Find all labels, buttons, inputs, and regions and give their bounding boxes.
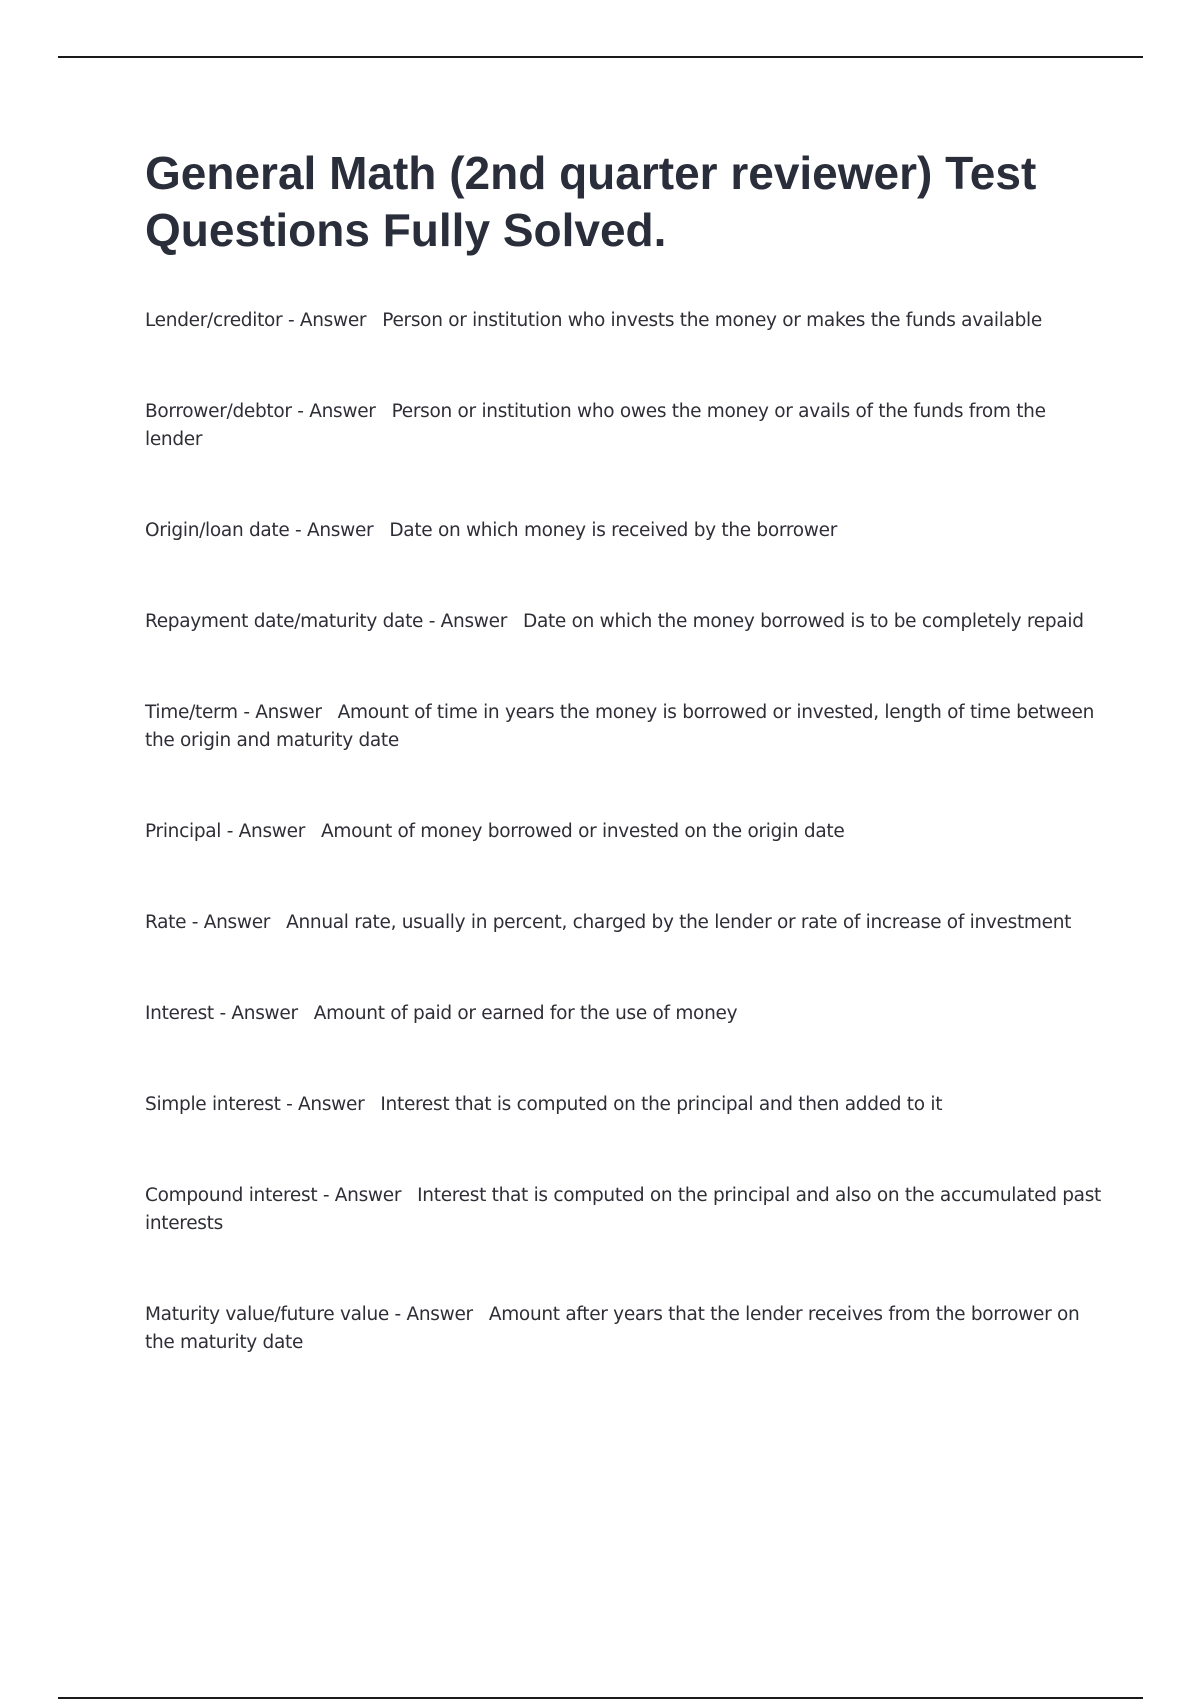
qa-term: Maturity value/future value - Answer bbox=[145, 1304, 473, 1325]
qa-definition: Annual rate, usually in percent, charged by the lender or rate of increase of investment bbox=[286, 912, 1072, 933]
qa-definition: Amount of time in years the money is borrowed or invested, length of time between the origin and maturity date bbox=[145, 702, 1100, 751]
qa-item-compound-interest bbox=[145, 1182, 1105, 1238]
qa-term: Origin/loan date - Answer bbox=[145, 520, 374, 541]
qa-item-repayment-date bbox=[145, 608, 1105, 636]
qa-item-origin-date bbox=[145, 517, 1105, 545]
qa-definition: Date on which the money borrowed is to be completely repaid bbox=[523, 611, 1084, 632]
qa-term: Principal - Answer bbox=[145, 821, 306, 842]
qa-definition: Interest that is computed on the principal and also on the accumulated past interests bbox=[145, 1185, 1107, 1234]
qa-item-maturity-value bbox=[145, 1301, 1105, 1357]
bottom-divider bbox=[58, 1697, 1143, 1699]
qa-list bbox=[145, 307, 1105, 1357]
qa-term: Simple interest - Answer bbox=[145, 1094, 365, 1115]
page-title: General Math (2nd quarter reviewer) Test Questions Fully Solved. bbox=[145, 147, 1037, 256]
qa-term: Repayment date/maturity date - Answer bbox=[145, 611, 507, 632]
qa-term: Lender/creditor - Answer bbox=[145, 310, 367, 331]
qa-definition: Amount after years that the lender receives from the borrower on the maturity date bbox=[145, 1304, 1086, 1353]
qa-item-simple-interest bbox=[145, 1091, 1105, 1119]
qa-definition: Amount of money borrowed or invested on the origin date bbox=[321, 821, 845, 842]
document-body bbox=[145, 145, 1105, 1420]
qa-term: Borrower/debtor - Answer bbox=[145, 401, 376, 422]
qa-term: Time/term - Answer bbox=[145, 702, 322, 723]
qa-definition: Date on which money is received by the borrower bbox=[389, 520, 837, 541]
qa-item-interest bbox=[145, 1000, 1105, 1028]
qa-definition: Amount of paid or earned for the use of money bbox=[313, 1003, 738, 1024]
qa-definition: Interest that is computed on the principal and then added to it bbox=[380, 1094, 943, 1115]
qa-definition: Person or institution who owes the money or avails of the funds from the lender bbox=[145, 401, 1052, 450]
qa-definition: Person or institution who invests the money or makes the funds available bbox=[382, 310, 1042, 331]
qa-term: Rate - Answer bbox=[145, 912, 271, 933]
qa-item-lender bbox=[145, 307, 1105, 335]
qa-term: Compound interest - Answer bbox=[145, 1185, 402, 1206]
qa-term: Interest - Answer bbox=[145, 1003, 298, 1024]
top-divider bbox=[58, 56, 1143, 58]
qa-item-time-term bbox=[145, 699, 1105, 755]
qa-item-principal bbox=[145, 818, 1105, 846]
qa-item-rate bbox=[145, 909, 1105, 937]
qa-item-borrower bbox=[145, 398, 1105, 454]
